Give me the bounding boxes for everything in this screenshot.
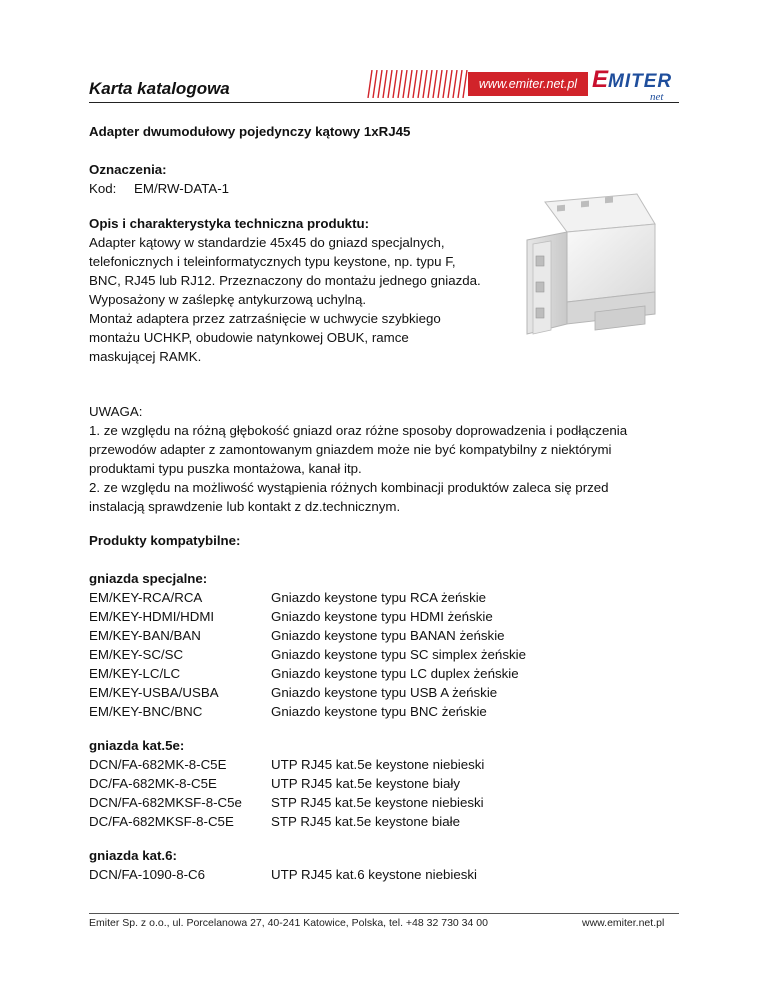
product-code: EM/KEY-BNC/BNC (89, 704, 203, 719)
product-code: EM/KEY-LC/LC (89, 666, 181, 681)
product-desc: Gniazdo keystone typu USB A żeńskie (271, 685, 498, 700)
product-code: DCN/FA-1090-8-C6 (89, 867, 206, 882)
warning-line: przewodów adapter z zamontowanym gniazdem może nie być kompatybilny z niektórymi (89, 442, 612, 457)
description-line: Wyposażony w zaślepkę antykurzową uchylną. (89, 292, 367, 307)
code-label: Kod: (89, 181, 117, 196)
product-desc: Gniazdo keystone typu SC simplex żeńskie (271, 647, 526, 662)
product-row (89, 626, 689, 645)
header-stripes-decoration (364, 70, 468, 98)
description-line: Montaż adaptera przez zatrzaśnięcie w uchwycie szybkiego (89, 311, 441, 326)
warning-line: 2. ze względu na możliwość wystąpienia różnych kombinacji produktów zaleca się przed (89, 480, 609, 495)
product-row (89, 645, 689, 664)
logo-letter-e: E (592, 66, 609, 93)
footer-divider (89, 913, 679, 914)
product-row (89, 793, 689, 812)
product-code: DCN/FA-682MKSF-8-C5e (89, 795, 242, 810)
description-line: montażu UCHKP, obudowie natynkowej OBUK, ramce (89, 330, 409, 345)
section-title: gniazda kat.6: (89, 848, 177, 863)
product-row (89, 607, 689, 626)
product-desc: Gniazdo keystone typu RCA żeńskie (271, 590, 487, 605)
warning-line: produktami typu puszka montażowa, kanał itp. (89, 461, 362, 476)
warning-block (89, 402, 689, 516)
product-desc: STP RJ45 kat.5e keystone białe (271, 814, 460, 829)
product-desc: Gniazdo keystone typu LC duplex żeńskie (271, 666, 519, 681)
product-desc: UTP RJ45 kat.5e keystone niebieski (271, 757, 485, 772)
warning-heading: UWAGA: (89, 404, 143, 419)
product-row (89, 774, 689, 793)
product-desc: Gniazdo keystone typu BANAN żeńskie (271, 628, 505, 643)
section-special-sockets (89, 569, 689, 721)
description-line: BNC, RJ45 lub RJ12. Przeznaczony do montażu jednego gniazda. (89, 273, 481, 288)
product-row (89, 683, 689, 702)
product-row (89, 812, 689, 831)
product-code: DCN/FA-682MK-8-C5E (89, 757, 227, 772)
header-divider (89, 102, 679, 103)
description-line: telefonicznych i teleinformatycznych typu keystone, np. typu F, (89, 254, 456, 269)
description-heading: Opis i charakterystyka techniczna produktu: (89, 216, 370, 231)
markings-label: Oznaczenia: (89, 162, 167, 177)
footer-url: www.emiter.net.pl (582, 917, 665, 929)
product-row (89, 664, 689, 683)
description-line: maskującej RAMK. (89, 349, 202, 364)
product-code: EM/KEY-RCA/RCA (89, 590, 203, 605)
header-title: Karta katalogowa (89, 79, 230, 98)
product-desc: Gniazdo keystone typu HDMI żeńskie (271, 609, 493, 624)
product-row (89, 865, 689, 884)
product-image (505, 184, 675, 349)
product-code: EM/KEY-HDMI/HDMI (89, 609, 215, 624)
header-url-banner: www.emiter.net.pl (468, 72, 588, 96)
section-cat6-sockets (89, 846, 689, 884)
product-code: DC/FA-682MKSF-8-C5E (89, 814, 234, 829)
product-code: EM/KEY-SC/SC (89, 647, 184, 662)
product-desc: UTP RJ45 kat.6 keystone niebieski (271, 867, 477, 882)
description-block (89, 214, 509, 366)
product-code: DC/FA-682MK-8-C5E (89, 776, 217, 791)
product-row (89, 702, 689, 721)
product-row (89, 588, 689, 607)
section-cat5e-sockets (89, 736, 689, 831)
section-title: gniazda kat.5e: (89, 738, 185, 753)
product-code: EM/KEY-BAN/BAN (89, 628, 201, 643)
logo-sub-net: net (650, 91, 664, 103)
product-desc: STP RJ45 kat.5e keystone niebieski (271, 795, 484, 810)
code-row (89, 179, 229, 198)
section-title: gniazda specjalne: (89, 571, 208, 586)
product-row (89, 755, 689, 774)
description-line: Adapter kątowy w standardzie 45x45 do gniazd specjalnych, (89, 235, 445, 250)
product-desc: UTP RJ45 kat.5e keystone biały (271, 776, 460, 791)
warning-line: instalacją sprawdzenie lub kontakt z dz.technicznym. (89, 499, 401, 514)
warning-line: 1. ze względu na różną głębokość gniazd oraz różne sposoby doprowadzenia i podłączenia (89, 423, 628, 438)
product-desc: Gniazdo keystone typu BNC żeńskie (271, 704, 487, 719)
emiter-logo (592, 66, 682, 106)
compatible-heading: Produkty kompatybilne: (89, 533, 241, 548)
code-value: EM/RW-DATA-1 (134, 181, 230, 196)
footer-address: Emiter Sp. z o.o., ul. Porcelanowa 27, 40-241 Katowice, Polska, tel. +48 32 730 34 00 (89, 917, 488, 929)
product-code: EM/KEY-USBA/USBA (89, 685, 219, 700)
logo-letters-miter: MITER (608, 71, 673, 92)
product-title: Adapter dwumodułowy pojedynczy kątowy 1xRJ45 (89, 124, 411, 139)
